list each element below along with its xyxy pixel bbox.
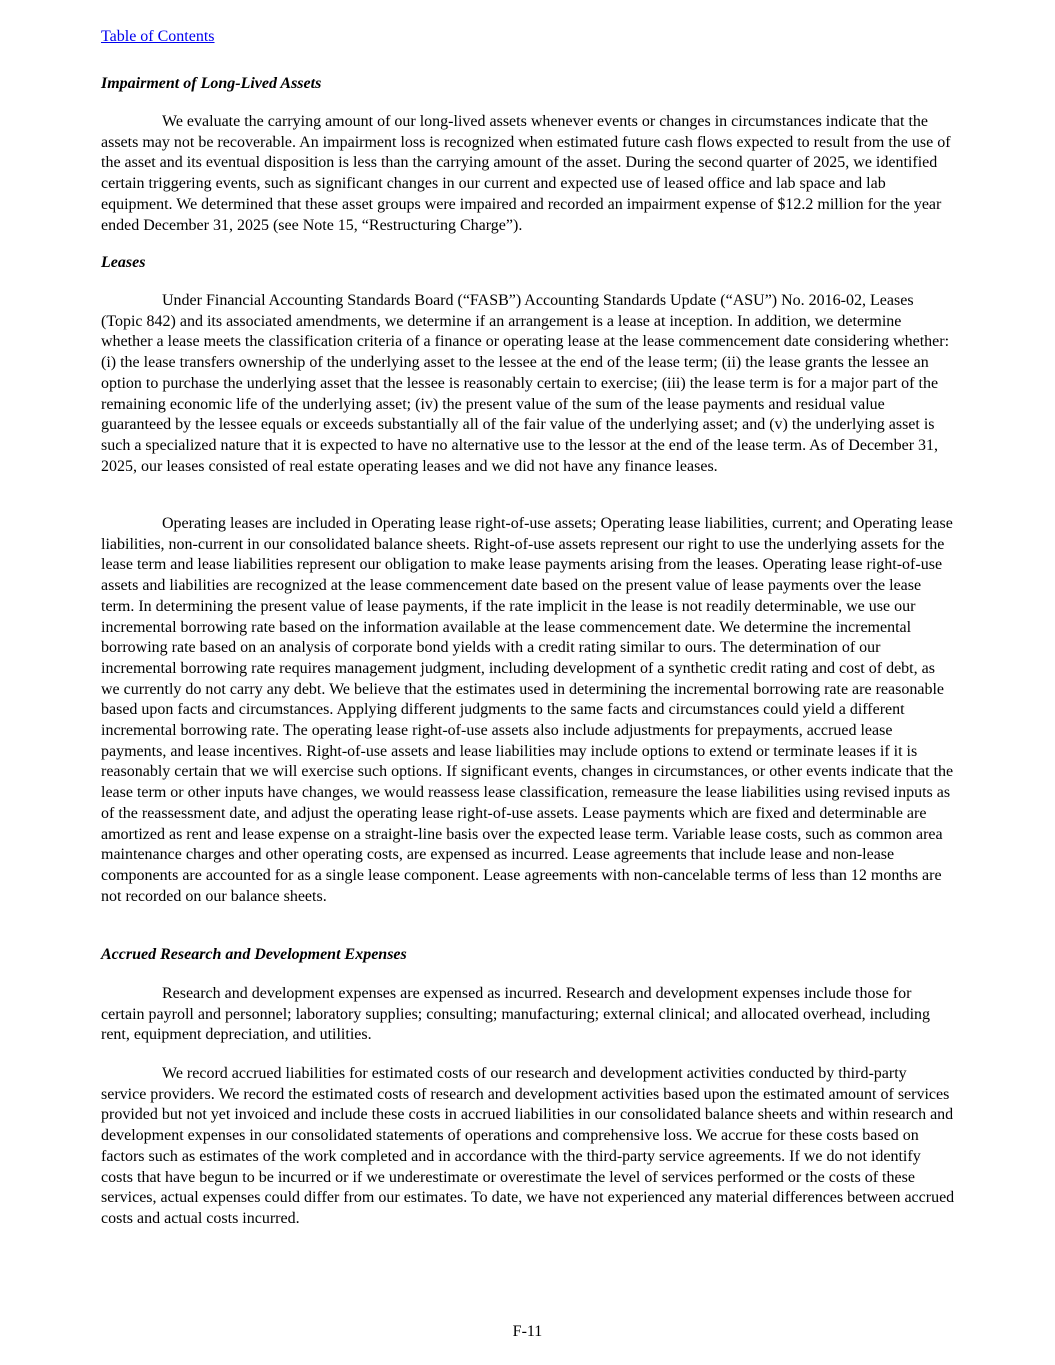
paragraph-text: Operating leases are included in Operating lease right-of-use assets; Operating lease liabilities, current; and Operating lease liabilities, non-current in our consolidated balance sheets. Right-of-use assets represent our right to use the underlying assets for the lease term and lease liabilities represent our obligation to make lease payments arising from the leases. Operating lease right-of-use assets and liabilities are recognized at the lease commencement date based on the present value of lease payments over the lease term. In determining the present value of lease payments, if the rate implicit in the lease is not readily determinable, we use our incremental borrowing rate based on the information available at the lease commencement date. We determine the incremental borrowing rate based on an analysis of corporate bond yields with a credit rating similar to ours. The determination of our incremental borrowing rate requires management judgment, including development of a synthetic credit rating and cost of debt, as we currently do not carry any debt. We believe that the estimates used in determining the incremental borrowing rate are reasonable based upon facts and circumstances. Applying different judgments to the same facts and circumstances could yield a different incremental borrowing rate. The operating lease right-of-use assets also include adjustments for prepayments, accrued lease payments, and lease incentives. Right-of-use assets and lease liabilities may include options to extend or terminate leases if it is reasonably certain that we will exercise such options. If significant events, changes in circumstances, or other events indicate that the lease term or other inputs have changes, we would reassess lease classification, remeasure the lease liabilities using revised inputs as of the reassessment date, and adjust the operating lease right-of-use assets. Lease payments which are fixed and determinable are amortized as rent and lease expense on a straight-line basis over the expected lease term. Variable lease costs, such as common area maintenance charges and other operating costs, are expensed as incurred. Lease agreements that include lease and non-lease components are accounted for as a single lease component. Lease agreements with non-cancelable terms of less than 12 months are not recorded on our balance sheets. [101, 515, 954, 905]
paragraph-accrued-rd-1 [101, 984, 955, 1046]
paragraph-accrued-rd-2 [101, 1064, 955, 1230]
table-of-contents-link[interactable]: Table of Contents [101, 28, 215, 45]
paragraph-text: We record accrued liabilities for estimated costs of our research and development activities conducted by third-party service providers. We record the estimated costs of research and development activities based upon the estimated amount of services provided but not yet invoiced and include these costs in accrued liabilities in our consolidated balance sheets and within research and development expenses in our consolidated statements of operations and comprehensive loss. We accrue for these costs based on factors such as estimates of the work completed and in accordance with the third-party service agreements. If we do not identify costs that have begun to be incurred or if we underestimate or overestimate the level of services performed or the costs of these services, actual expenses could differ from our estimates. To date, we have not experienced any material differences between accrued costs and actual costs incurred. [101, 1065, 955, 1227]
paragraph-text: Research and development expenses are expensed as incurred. Research and development expenses include those for certain payroll and personnel; laboratory supplies; consulting; manufacturing; external clinical; and allocated overhead, including rent, equipment depreciation, and utilities. [101, 985, 931, 1044]
paragraph-text: Under Financial Accounting Standards Board (“FASB”) Accounting Standards Update (“ASU”) No. 2016-02, Leases (Topic 842) and its associated amendments, we determine if an arrangement is a lease at inception. In addition, we determine whether a lease meets the classification criteria of a finance or operating lease at the lease commencement date considering whether: (i) the lease transfers ownership of the underlying asset to the lessee at the end of the lease term; (ii) the lease grants the lessee an option to purchase the underlying asset that the lessee is reasonably certain to exercise; (iii) the lease term is for a major part of the remaining economic life of the underlying asset; (iv) the present value of the sum of the lease payments and residual value guaranteed by the lessee equals or exceeds substantially all of the fair value of the underlying asset; and (v) the underlying asset is such a specialized nature that it is expected to have no alternative use to the lessor at the end of the lease term. As of December 31, 2025, our leases consisted of real estate operating leases and we did not have any finance leases. [101, 292, 950, 475]
paragraph-text: We evaluate the carrying amount of our long-lived assets whenever events or changes in circumstances indicate that the assets may not be recoverable. An impairment loss is recognized when estimated future cash flows expected to result from the use of the asset and its eventual disposition is less than the carrying amount of the asset. During the second quarter of 2025, we identified certain triggering events, such as significant changes in our current and expected use of leased office and lab space and lab equipment. We determined that these asset groups were impaired and recorded an impairment expense of $12.2 million for the year ended December 31, 2025 (see Note 15, “Restructuring Charge”). [101, 113, 951, 234]
paragraph-impairment [101, 112, 955, 236]
section-heading-impairment: Impairment of Long-Lived Assets [101, 75, 322, 92]
section-heading-accrued-rd: Accrued Research and Development Expenses [101, 946, 407, 963]
paragraph-leases-1 [101, 291, 955, 477]
page-number: F-11 [512, 1323, 543, 1340]
paragraph-leases-2 [101, 514, 955, 907]
section-heading-leases: Leases [101, 254, 146, 271]
